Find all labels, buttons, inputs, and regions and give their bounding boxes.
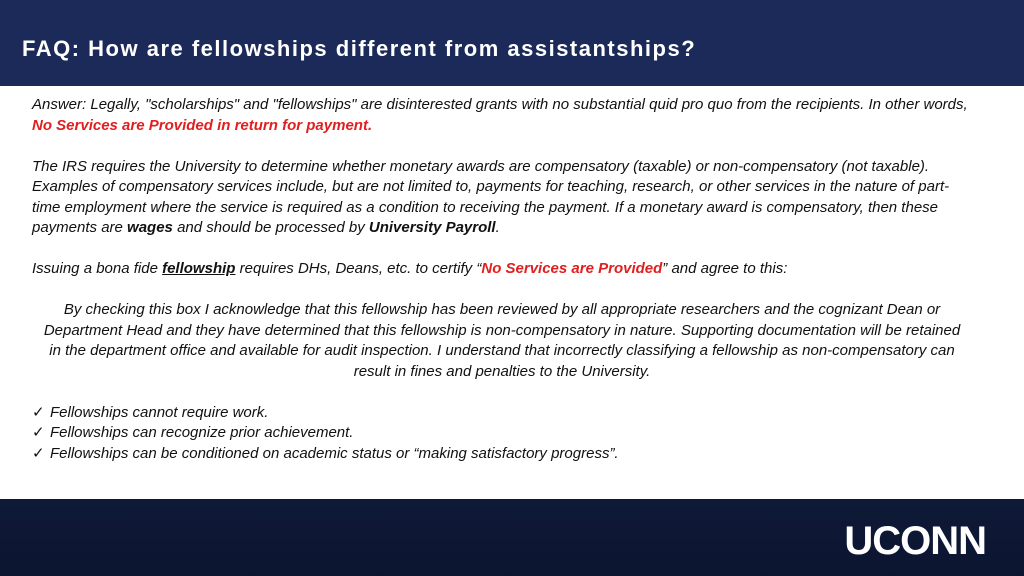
list-item xyxy=(32,403,972,424)
certify-paragraph xyxy=(32,259,972,280)
wages-emphasis: wages xyxy=(127,219,173,236)
check-icon: ✓ xyxy=(32,424,45,441)
list-item xyxy=(32,423,972,444)
checklist-text: Fellowships can recognize prior achievement. xyxy=(50,424,354,441)
uconn-logo: UCONN xyxy=(844,519,986,563)
payroll-emphasis: University Payroll xyxy=(368,219,496,236)
irs-paragraph xyxy=(32,157,972,239)
irs-text-3: . xyxy=(495,219,500,236)
certification-quote: By checking this box I acknowledge that this fellowship has been reviewed by all appropriate researchers and the cognizant Dean or Department Head and they have determined that this fellowship is non-compensatory in nature. Supporting documentation will be retained in the department office and available for audit inspection. I understand that incorrectly classifying a fellowship as non-compensatory can result in fines and penalties to the University. xyxy=(43,301,961,380)
no-services-highlight: No Services are Provided in return for payment. xyxy=(32,116,373,134)
irs-text: The IRS requires the University to determine whether monetary awards are compensatory (taxable) or non-compensatory (not taxable). Examples of compensatory services include, but are not limited to, payments for teaching, research, or other services in the nature of part-time employment where the service is required as a condition to receiving the payment. If a monetary award is compensatory, then these payments are xyxy=(32,157,950,236)
checklist xyxy=(32,403,972,465)
content-body xyxy=(32,95,972,464)
check-icon: ✓ xyxy=(32,403,45,421)
answer-text: Answer: Legally, "scholarships" and "fellowships" are disinterested grants with no substantial quid pro quo from the recipients. In other words, xyxy=(32,96,968,113)
certify-text-3: ” and agree to this: xyxy=(662,260,788,277)
page-title: FAQ: How are fellowships different from assistantships? xyxy=(22,36,697,61)
checklist-text: Fellowships can be conditioned on academic status or “making satisfactory progress”. xyxy=(50,444,619,462)
header-bar xyxy=(0,0,1024,86)
answer-paragraph xyxy=(32,95,972,136)
check-icon: ✓ xyxy=(32,444,45,462)
no-services-quote: No Services are Provided xyxy=(481,260,663,277)
checklist-text: Fellowships cannot require work. xyxy=(50,403,269,421)
irs-text-2: and should be processed by xyxy=(172,219,369,236)
footer-bar xyxy=(0,499,1024,576)
certify-text-2: requires DHs, Deans, etc. to certify “ xyxy=(235,260,482,277)
list-item xyxy=(32,444,972,465)
fellowship-emphasis: fellowship xyxy=(162,260,236,277)
certify-text: Issuing a bona fide xyxy=(32,260,163,277)
